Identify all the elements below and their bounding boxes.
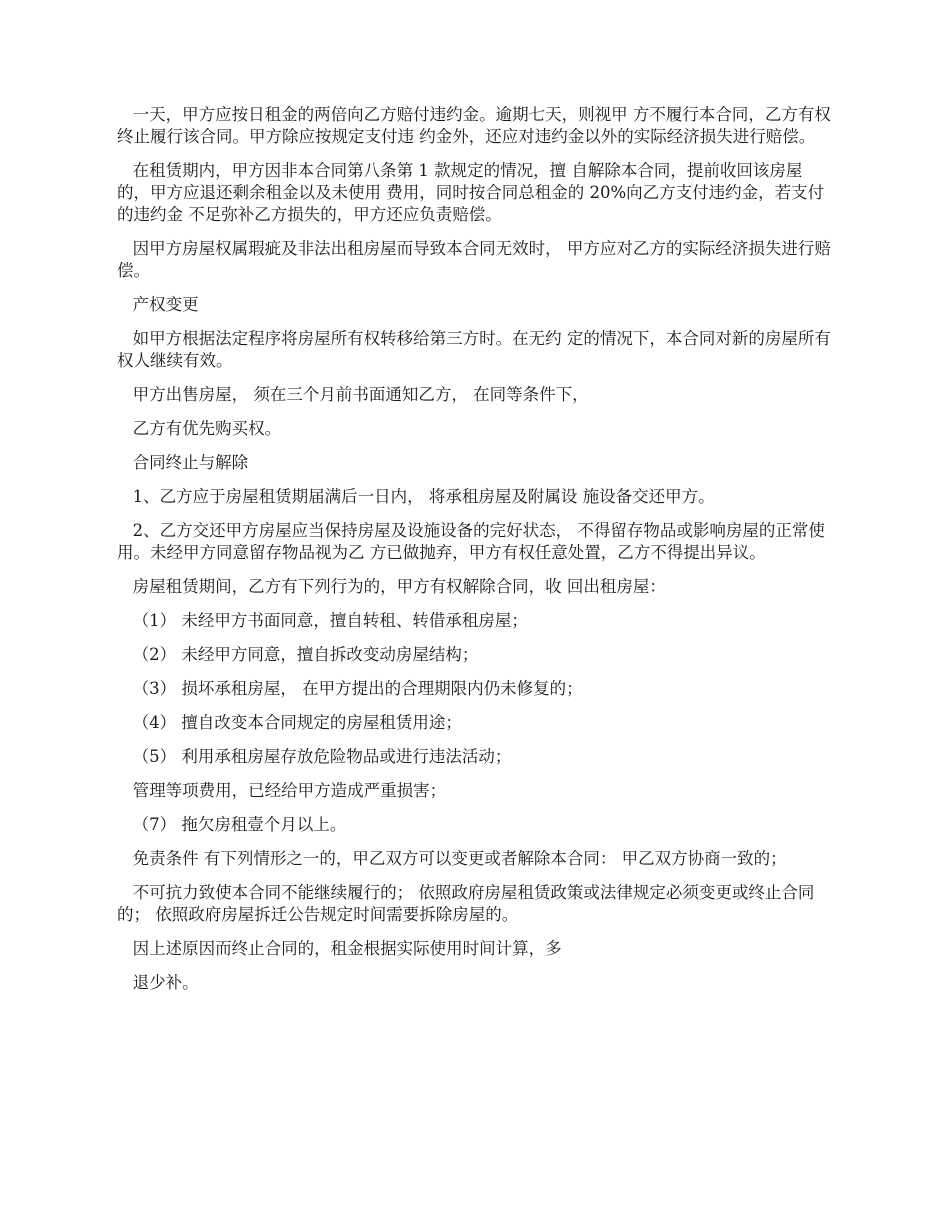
list-item-structure-change: （2） 未经甲方同意，擅自拆改变动房屋结构； [132, 645, 479, 664]
paragraph-invalid-contract: 因甲方房屋权属瑕疵及非法出租房屋而导致本合同无效时， 甲方应对乙方的实际经济损失进行赔偿。 [117, 239, 831, 280]
paragraph-force-majeure: 不可抗力致使本合同不能继续履行的； 依照政府房屋租赁政策或法律规定必须变更或终止合同的； 依照政府房屋拆迁公告规定时间需要拆除房屋的。 [117, 883, 815, 924]
document-body [117, 104, 832, 1006]
paragraph-rent-calculation: 因上述原因而终止合同的，租金根据实际使用时间计算，多 [132, 939, 562, 958]
list-item-damage: （3） 损坏承租房屋， 在甲方提出的合理期限内仍未修复的； [132, 679, 583, 698]
paragraph-penalty-delay: 一天，甲方应按日租金的两倍向乙方赔付违约金。逾期七天，则视甲 方不履行本合同，乙方有权终止履行该合同。甲方除应按规定支付违 约金外，还应对违约金以外的实际经济损失进行赔偿。 [117, 105, 831, 146]
clause-property-condition: 2、乙方交还甲方房屋应当保持房屋及设施设备的完好状态， 不得留存物品或影响房屋的正常使用。未经甲方同意留存物品视为乙 方已做抛弃，甲方有权任意处置，乙方不得提出异议。 [117, 521, 825, 562]
paragraph-refund-supplement: 退少补。 [132, 973, 199, 992]
paragraph-early-termination: 在租赁期内，甲方因非本合同第八条第 1 款规定的情况，擅 自解除本合同，提前收回该房屋的，甲方应退还剩余租金以及未使用 费用，同时按合同总租金的 20%向乙方支付违约金，若支付的违约金 不足弥补乙方损失的，甲方还应负责赔偿。 [117, 161, 825, 224]
paragraph-termination-conditions: 房屋租赁期间，乙方有下列行为的，甲方有权解除合同，收 回出租房屋： [132, 577, 666, 596]
section-heading-property-change: 产权变更 [132, 295, 199, 314]
paragraph-purchase-priority: 乙方有优先购买权。 [132, 419, 282, 438]
list-item-sublet: （1） 未经甲方书面同意，擅自转租、转借承租房屋； [132, 611, 528, 630]
paragraph-management-fees: 管理等项费用，已经给甲方造成严重损害； [132, 781, 447, 800]
paragraph-sale-notice: 甲方出售房屋， 须在三个月前书面通知乙方， 在同等条件下， [132, 385, 589, 404]
paragraph-exemption-conditions: 免责条件 有下列情形之一的，甲乙双方可以变更或者解除本合同： 甲乙双方协商一致的； [132, 849, 787, 868]
section-heading-termination: 合同终止与解除 [132, 453, 249, 472]
paragraph-ownership-transfer: 如甲方根据法定程序将房屋所有权转移给第三方时。在无约 定的情况下，本合同对新的房屋所有权人继续有效。 [117, 329, 831, 370]
list-item-dangerous-goods: （5） 利用承租房屋存放危险物品或进行违法活动； [132, 747, 512, 766]
list-item-usage-change: （4） 擅自改变本合同规定的房屋租赁用途； [132, 713, 462, 732]
list-item-rent-arrears: （7） 拖欠房租壹个月以上。 [132, 815, 347, 834]
clause-return-property: 1、乙方应于房屋租赁期届满后一日内， 将承租房屋及附属设 施设备交还甲方。 [132, 487, 715, 506]
